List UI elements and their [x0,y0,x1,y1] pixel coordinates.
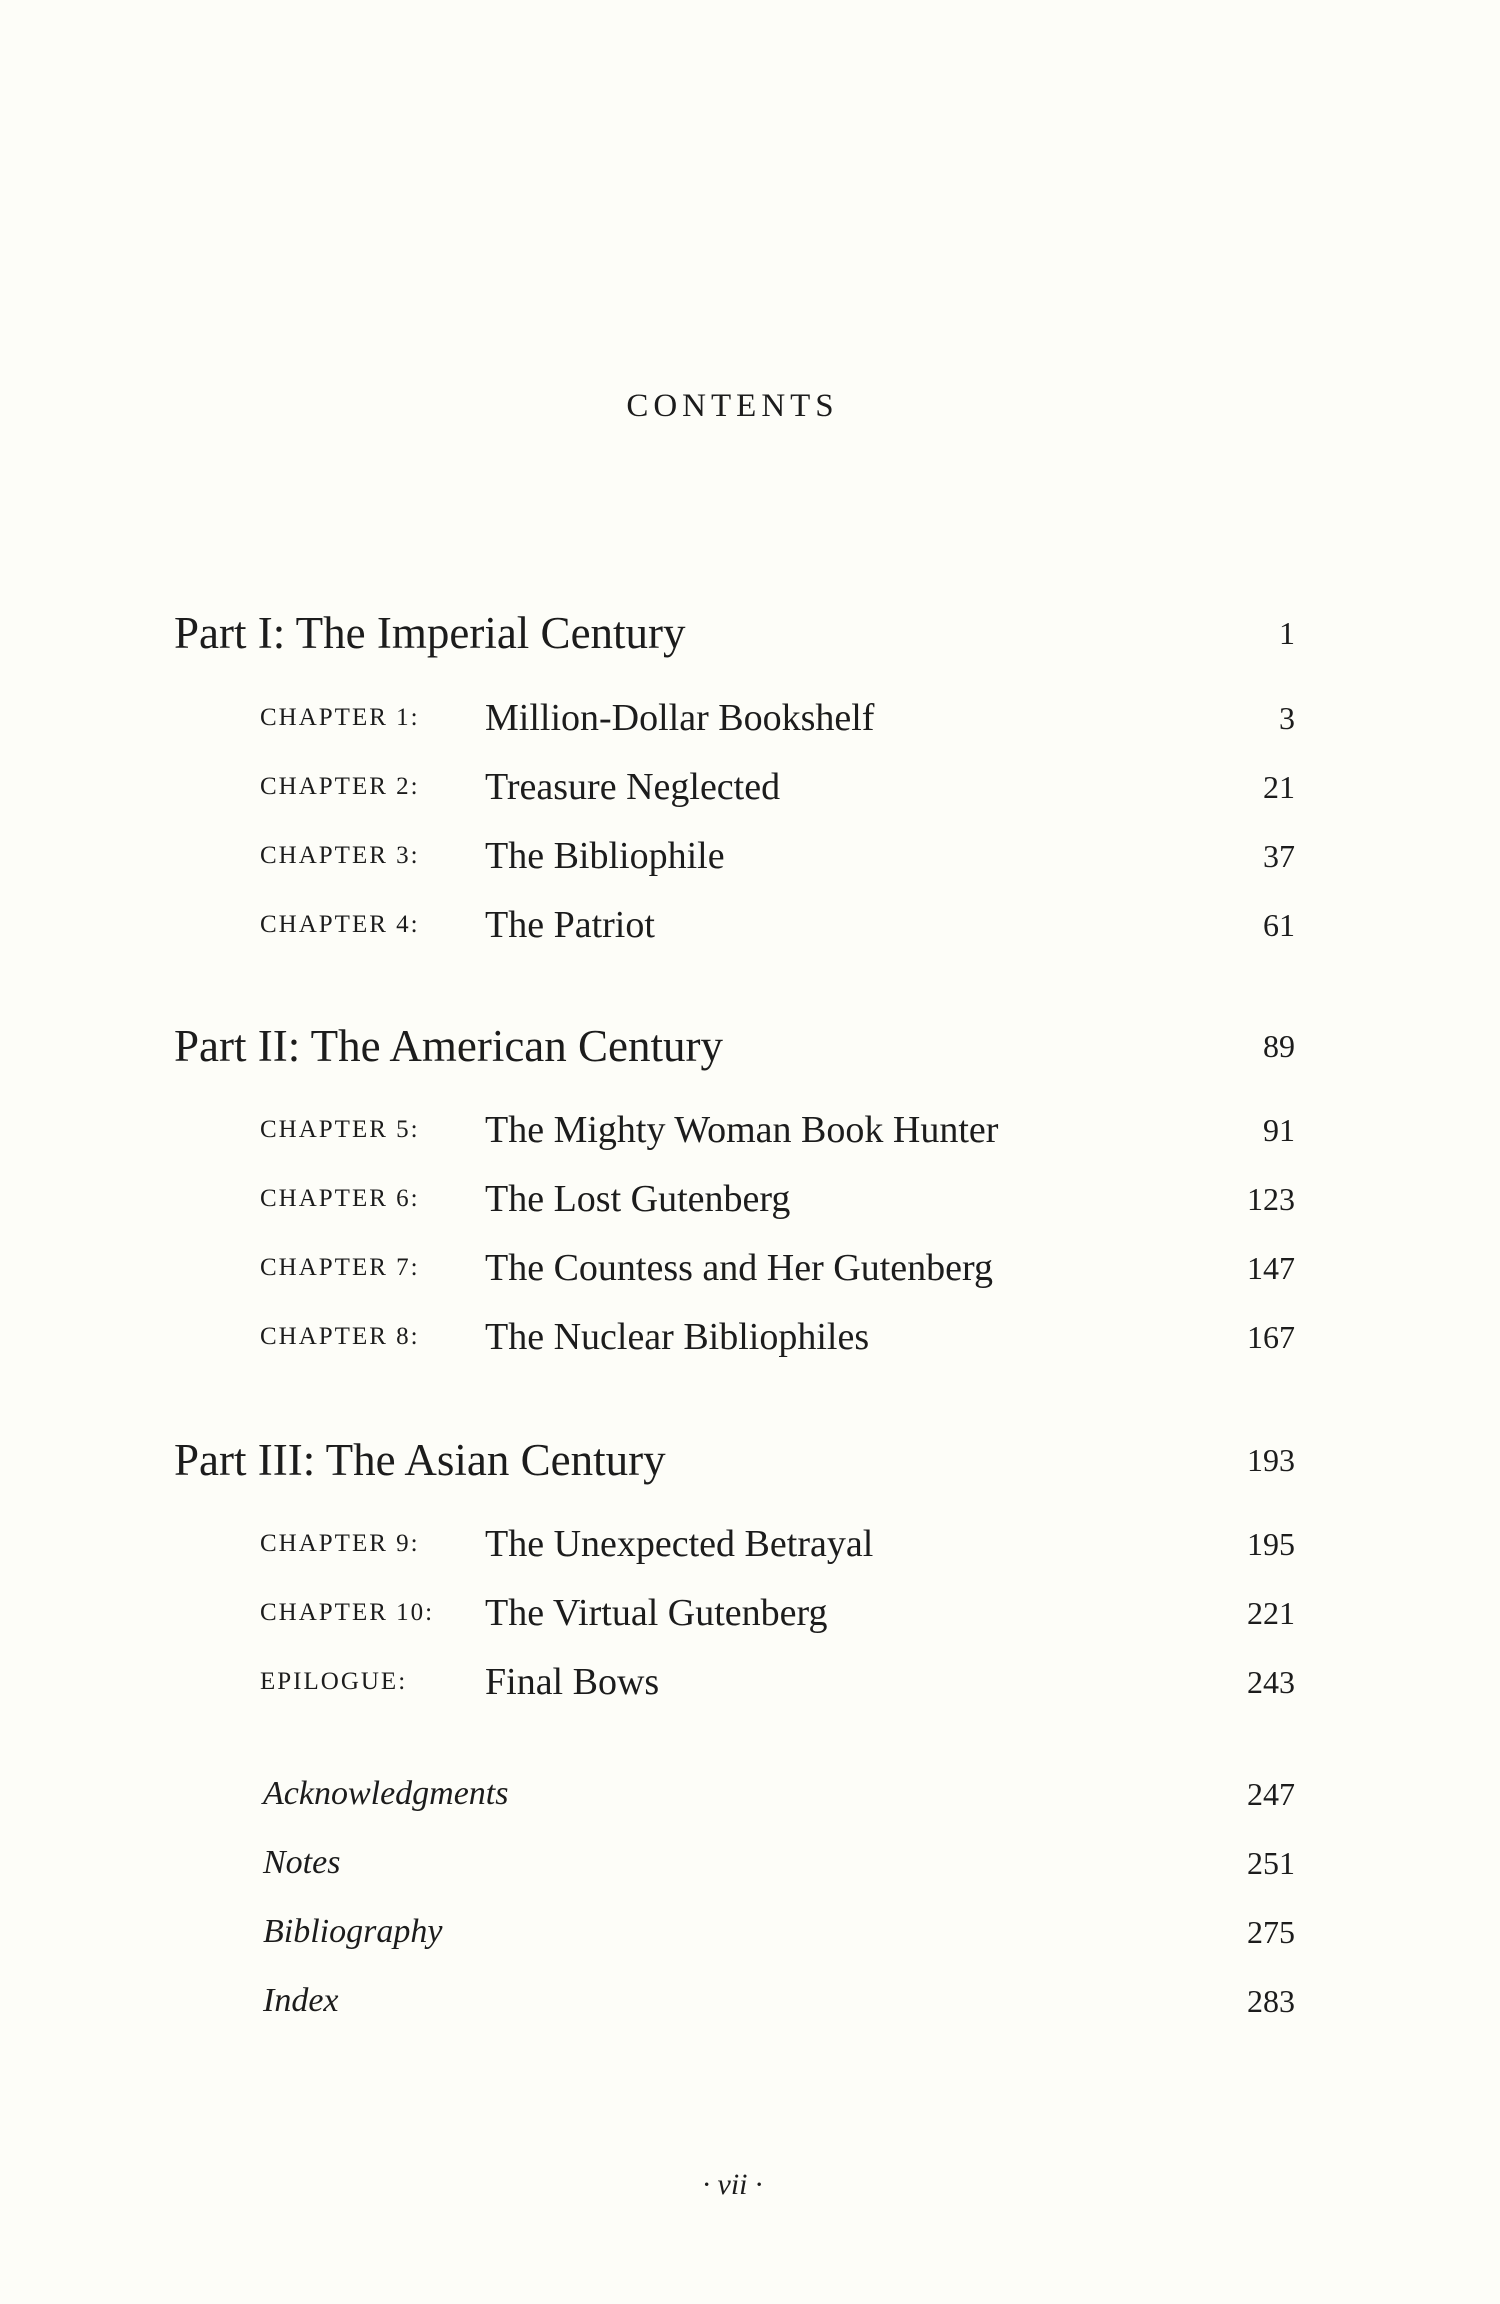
back-matter-page-number: 275 [1247,1914,1295,1950]
back-matter-entry-notes[interactable] [263,1839,1295,1887]
back-matter-title: Bibliography [263,1913,443,1950]
part-page-number: 193 [1247,1442,1295,1478]
chapter-label: CHAPTER 5: [260,1116,420,1143]
chapter-label: CHAPTER 9: [260,1530,420,1557]
chapter-title: The Countess and Her Gutenberg [485,1247,993,1289]
chapter-label: CHAPTER 1: [260,704,420,731]
back-matter-entry-acknowledgments[interactable] [263,1770,1295,1818]
chapter-label: CHAPTER 7: [260,1254,420,1281]
part-title: Part III: The Asian Century [174,1435,666,1485]
chapter-page-number: 195 [1247,1526,1295,1562]
page-heading: CONTENTS [626,388,839,424]
back-matter-entry-index[interactable] [263,1977,1295,2025]
chapter-label: CHAPTER 3: [260,842,420,869]
chapter-page-number: 21 [1263,769,1295,805]
chapter-page-number: 37 [1263,838,1295,874]
chapter-page-number: 243 [1247,1664,1295,1700]
back-matter-title: Acknowledgments [263,1775,509,1812]
chapter-page-number: 123 [1247,1181,1295,1217]
chapter-title: The Nuclear Bibliophiles [485,1316,870,1358]
chapter-label: EPILOGUE: [260,1668,408,1695]
chapter-title: The Unexpected Betrayal [485,1523,874,1565]
chapter-page-number: 167 [1247,1319,1295,1355]
part-page-number: 89 [1263,1028,1295,1064]
back-matter-title: Notes [263,1844,341,1881]
back-matter-title: Index [263,1982,339,2019]
chapter-page-number: 3 [1279,700,1295,736]
chapter-title: The Lost Gutenberg [485,1178,791,1220]
back-matter-page-number: 247 [1247,1776,1295,1812]
part-title: Part I: The Imperial Century [174,608,686,658]
back-matter-page-number: 251 [1247,1845,1295,1881]
chapter-page-number: 91 [1263,1112,1295,1148]
chapter-title: The Patriot [485,904,655,946]
part-title: Part II: The American Century [174,1021,724,1071]
back-matter-entry-bibliography[interactable] [263,1908,1295,1956]
chapter-label: CHAPTER 6: [260,1185,420,1212]
part-2-entry[interactable] [174,1018,1295,1074]
part-1-entry[interactable] [174,605,1295,661]
back-matter-page-number: 283 [1247,1983,1295,2019]
page-folio: · vii · [702,2168,763,2201]
chapter-page-number: 61 [1263,907,1295,943]
chapter-title: Treasure Neglected [485,766,781,808]
chapter-label: CHAPTER 2: [260,773,420,800]
chapter-label: CHAPTER 4: [260,911,420,938]
chapter-page-number: 221 [1247,1595,1295,1631]
part-page-number: 1 [1279,615,1295,651]
chapter-title: The Bibliophile [485,835,725,877]
chapter-title: Million-Dollar Bookshelf [485,697,875,739]
chapter-label: CHAPTER 8: [260,1323,420,1350]
chapter-title: The Mighty Woman Book Hunter [485,1109,999,1151]
chapter-title: The Virtual Gutenberg [485,1592,828,1634]
chapter-title: Final Bows [485,1661,660,1703]
chapter-label: CHAPTER 10: [260,1599,435,1626]
part-3-entry[interactable] [174,1432,1295,1488]
chapter-page-number: 147 [1247,1250,1295,1286]
